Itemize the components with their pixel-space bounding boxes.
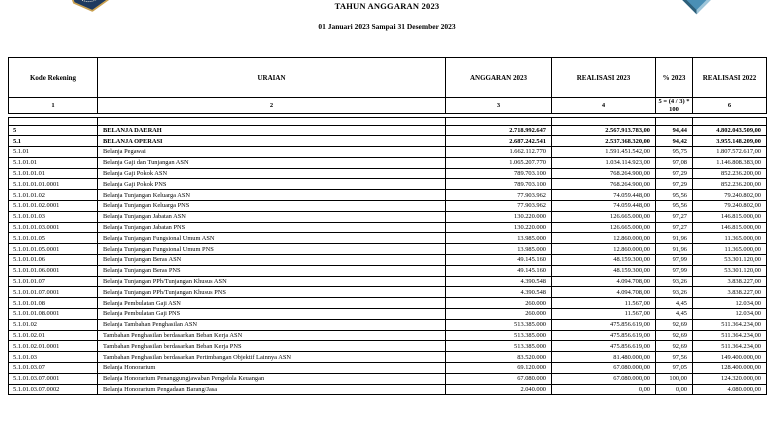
realisasi-2023-cell: 48.159.300,00 bbox=[552, 255, 656, 266]
col-header-kode: Kode Rekening bbox=[9, 58, 98, 98]
empty-cell bbox=[656, 118, 693, 126]
col-number-6: 6 bbox=[693, 98, 767, 114]
anggaran-2023-cell: 49.145.160 bbox=[446, 255, 552, 266]
uraian-cell: Belanja Pembulatan Gaji ASN bbox=[98, 298, 446, 309]
realisasi-2023-cell: 12.860.000,00 bbox=[552, 233, 656, 244]
realisasi-2022-cell: 53.301.120,00 bbox=[693, 255, 767, 266]
table-row bbox=[9, 341, 767, 352]
realisasi-2023-cell: 2.567.913.783,00 bbox=[552, 125, 656, 136]
anggaran-2023-cell: 513.385.000 bbox=[446, 319, 552, 330]
pct-2023-cell: 100,00 bbox=[656, 373, 693, 384]
kode-rekening-cell: 5.1.01.01.01 bbox=[9, 168, 98, 179]
col-number-2: 2 bbox=[98, 98, 446, 114]
table-row bbox=[9, 298, 767, 309]
kode-rekening-cell: 5.1.01.03 bbox=[9, 352, 98, 363]
realisasi-2023-cell: 475.856.619,00 bbox=[552, 341, 656, 352]
realisasi-2022-cell: 3.838.227,00 bbox=[693, 276, 767, 287]
realisasi-2022-cell: 1.807.572.617,00 bbox=[693, 147, 767, 158]
realisasi-2023-cell: 475.856.619,00 bbox=[552, 330, 656, 341]
report-title: TAHUN ANGGARAN 2023 bbox=[334, 1, 440, 11]
uraian-cell: Belanja Gaji Pokok PNS bbox=[98, 179, 446, 190]
realisasi-2023-cell: 11.567,00 bbox=[552, 298, 656, 309]
table-row bbox=[9, 287, 767, 298]
table-row bbox=[9, 179, 767, 190]
pct-2023-cell: 95,56 bbox=[656, 190, 693, 201]
realisasi-2023-cell: 1.034.114.923,00 bbox=[552, 157, 656, 168]
realisasi-2023-cell: 11.567,00 bbox=[552, 309, 656, 320]
table-row bbox=[9, 373, 767, 384]
realisasi-2023-cell: 12.860.000,00 bbox=[552, 244, 656, 255]
uraian-cell: Belanja Gaji dan Tunjangan ASN bbox=[98, 157, 446, 168]
table-row bbox=[9, 201, 767, 212]
uraian-cell: Belanja Tunjangan Beras ASN bbox=[98, 255, 446, 266]
realisasi-2022-cell: 3.955.148.209,00 bbox=[693, 136, 767, 147]
realisasi-2023-cell: 126.665.000,00 bbox=[552, 211, 656, 222]
uraian-cell: Belanja Tunjangan Fungsional Umum ASN bbox=[98, 233, 446, 244]
pct-2023-cell: 93,26 bbox=[656, 276, 693, 287]
pct-2023-cell: 92,69 bbox=[656, 341, 693, 352]
pct-2023-cell: 95,56 bbox=[656, 201, 693, 212]
empty-cell bbox=[446, 118, 552, 126]
col-header-pct: % 2023 bbox=[656, 58, 693, 98]
uraian-cell: Tambahan Penghasilan berdasarkan Beban Kerja ASN bbox=[98, 330, 446, 341]
uraian-cell: Belanja Tunjangan Jabatan PNS bbox=[98, 222, 446, 233]
anggaran-2023-cell: 2.040.000 bbox=[446, 384, 552, 395]
table-row bbox=[9, 319, 767, 330]
realisasi-2023-cell: 74.059.448,00 bbox=[552, 201, 656, 212]
table-row bbox=[9, 190, 767, 201]
pct-2023-cell: 0,00 bbox=[656, 384, 693, 395]
column-header-row bbox=[9, 58, 767, 98]
report-period: 01 Januari 2023 Sampai 31 Desember 2023 bbox=[318, 22, 456, 31]
col-number-1: 1 bbox=[9, 98, 98, 114]
kode-rekening-cell: 5.1.01.01.07.0001 bbox=[9, 287, 98, 298]
uraian-cell: Belanja Tunjangan Beras PNS bbox=[98, 265, 446, 276]
realisasi-2022-cell: 511.364.234,00 bbox=[693, 341, 767, 352]
table-row bbox=[9, 276, 767, 287]
pct-2023-cell: 97,29 bbox=[656, 179, 693, 190]
kode-rekening-cell: 5.1.01.01.02.0001 bbox=[9, 201, 98, 212]
uraian-cell: Tambahan Penghasilan berdasarkan Beban Kerja PNS bbox=[98, 341, 446, 352]
uraian-cell: Tambahan Penghasilan berdasarkan Pertimbangan Objektif Lainnya ASN bbox=[98, 352, 446, 363]
anggaran-2023-cell: 1.065.207.770 bbox=[446, 157, 552, 168]
table-row bbox=[9, 352, 767, 363]
realisasi-2023-cell: 67.080.000,00 bbox=[552, 363, 656, 374]
anggaran-2023-cell: 13.985.000 bbox=[446, 233, 552, 244]
pct-2023-cell: 94,44 bbox=[656, 125, 693, 136]
anggaran-2023-cell: 130.220.000 bbox=[446, 211, 552, 222]
col-header-anggaran: ANGGARAN 2023 bbox=[446, 58, 552, 98]
empty-spacer-row bbox=[9, 118, 767, 126]
kode-rekening-cell: 5.1.01.01 bbox=[9, 157, 98, 168]
kode-rekening-cell: 5.1.01.01.06 bbox=[9, 255, 98, 266]
anggaran-2023-cell: 260.000 bbox=[446, 309, 552, 320]
pct-2023-cell: 97,29 bbox=[656, 168, 693, 179]
realisasi-2023-cell: 1.591.451.542,00 bbox=[552, 147, 656, 158]
realisasi-2022-cell: 4.802.043.509,00 bbox=[693, 125, 767, 136]
table-row bbox=[9, 265, 767, 276]
uraian-cell: Belanja Tambahan Penghasilan ASN bbox=[98, 319, 446, 330]
realisasi-2023-cell: 0,00 bbox=[552, 384, 656, 395]
uraian-cell: Belanja Honorarium Pengadaan Barang/Jasa bbox=[98, 384, 446, 395]
pct-2023-cell: 95,75 bbox=[656, 147, 693, 158]
col-header-realisasi-2022: REALISASI 2022 bbox=[693, 58, 767, 98]
uraian-cell: Belanja Tunjangan PPh/Tunjangan Khusus PNS bbox=[98, 287, 446, 298]
realisasi-2023-cell: 768.264.900,00 bbox=[552, 168, 656, 179]
budget-table-container bbox=[8, 57, 766, 395]
realisasi-2022-cell: 1.146.808.383,00 bbox=[693, 157, 767, 168]
kode-rekening-cell: 5.1.01.02.01 bbox=[9, 330, 98, 341]
pct-2023-cell: 97,27 bbox=[656, 222, 693, 233]
empty-cell bbox=[693, 118, 767, 126]
realisasi-2022-cell: 11.365.000,00 bbox=[693, 233, 767, 244]
realisasi-2023-cell: 74.059.448,00 bbox=[552, 190, 656, 201]
col-header-uraian: URAIAN bbox=[98, 58, 446, 98]
anggaran-2023-cell: 789.703.100 bbox=[446, 179, 552, 190]
anggaran-2023-cell: 2.718.992.647 bbox=[446, 125, 552, 136]
anggaran-2023-cell: 4.390.548 bbox=[446, 276, 552, 287]
table-row bbox=[9, 363, 767, 374]
table-row bbox=[9, 211, 767, 222]
realisasi-2022-cell: 79.240.802,00 bbox=[693, 201, 767, 212]
realisasi-2022-cell: 12.034,00 bbox=[693, 298, 767, 309]
pct-2023-cell: 97,27 bbox=[656, 211, 693, 222]
realisasi-2023-cell: 2.537.368.320,00 bbox=[552, 136, 656, 147]
uraian-cell: Belanja Tunjangan Keluarga ASN bbox=[98, 190, 446, 201]
pct-2023-cell: 91,96 bbox=[656, 233, 693, 244]
anggaran-2023-cell: 77.903.962 bbox=[446, 190, 552, 201]
col-number-5: 5 = (4 / 3) * 100 bbox=[656, 98, 693, 114]
uraian-cell: Belanja Tunjangan Fungsional Umum PNS bbox=[98, 244, 446, 255]
col-header-realisasi-2023: REALISASI 2023 bbox=[552, 58, 656, 98]
pct-2023-cell: 91,96 bbox=[656, 244, 693, 255]
anggaran-2023-cell: 77.903.962 bbox=[446, 201, 552, 212]
kode-rekening-cell: 5 bbox=[9, 125, 98, 136]
kode-rekening-cell: 5.1.01.01.01.0001 bbox=[9, 179, 98, 190]
realisasi-2022-cell: 146.815.000,00 bbox=[693, 222, 767, 233]
table-row bbox=[9, 157, 767, 168]
realisasi-2022-cell: 511.364.234,00 bbox=[693, 330, 767, 341]
kode-rekening-cell: 5.1.01.01.03.0001 bbox=[9, 222, 98, 233]
empty-cell bbox=[552, 118, 656, 126]
realisasi-2023-cell: 67.080.000,00 bbox=[552, 373, 656, 384]
table-row bbox=[9, 222, 767, 233]
realisasi-2022-cell: 852.236.200,00 bbox=[693, 168, 767, 179]
kode-rekening-cell: 5.1.01.01.02 bbox=[9, 190, 98, 201]
table-row bbox=[9, 255, 767, 266]
kode-rekening-cell: 5.1.01.01.05.0001 bbox=[9, 244, 98, 255]
pct-2023-cell: 97,08 bbox=[656, 157, 693, 168]
pct-2023-cell: 97,56 bbox=[656, 352, 693, 363]
table-row bbox=[9, 309, 767, 320]
budget-table-header bbox=[8, 57, 767, 114]
realisasi-2022-cell: 128.400.000,00 bbox=[693, 363, 767, 374]
kode-rekening-cell: 5.1.01.02.01.0001 bbox=[9, 341, 98, 352]
anggaran-2023-cell: 130.220.000 bbox=[446, 222, 552, 233]
pct-2023-cell: 97,99 bbox=[656, 265, 693, 276]
pct-2023-cell: 4,45 bbox=[656, 309, 693, 320]
pct-2023-cell: 4,45 bbox=[656, 298, 693, 309]
kode-rekening-cell: 5.1.01.03.07.0001 bbox=[9, 373, 98, 384]
uraian-cell: Belanja Tunjangan PPh/Tunjangan Khusus ASN bbox=[98, 276, 446, 287]
pct-2023-cell: 97,99 bbox=[656, 255, 693, 266]
table-row bbox=[9, 136, 767, 147]
kode-rekening-cell: 5.1.01 bbox=[9, 147, 98, 158]
realisasi-2023-cell: 48.159.300,00 bbox=[552, 265, 656, 276]
realisasi-2022-cell: 12.034,00 bbox=[693, 309, 767, 320]
pct-2023-cell: 97,05 bbox=[656, 363, 693, 374]
kode-rekening-cell: 5.1.01.03.07.0002 bbox=[9, 384, 98, 395]
pct-2023-cell: 93,26 bbox=[656, 287, 693, 298]
realisasi-2023-cell: 475.856.619,00 bbox=[552, 319, 656, 330]
col-number-3: 3 bbox=[446, 98, 552, 114]
realisasi-2023-cell: 126.665.000,00 bbox=[552, 222, 656, 233]
realisasi-2022-cell: 852.236.200,00 bbox=[693, 179, 767, 190]
realisasi-2023-cell: 768.264.900,00 bbox=[552, 179, 656, 190]
anggaran-2023-cell: 513.385.000 bbox=[446, 341, 552, 352]
table-row bbox=[9, 147, 767, 158]
uraian-cell: Belanja Gaji Pokok ASN bbox=[98, 168, 446, 179]
realisasi-2022-cell: 79.240.802,00 bbox=[693, 190, 767, 201]
uraian-cell: BELANJA DAERAH bbox=[98, 125, 446, 136]
uraian-cell: Belanja Pembulatan Gaji PNS bbox=[98, 309, 446, 320]
kode-rekening-cell: 5.1.01.01.08.0001 bbox=[9, 309, 98, 320]
table-row bbox=[9, 330, 767, 341]
anggaran-2023-cell: 4.390.548 bbox=[446, 287, 552, 298]
kode-rekening-cell: 5.1.01.01.03 bbox=[9, 211, 98, 222]
report-header bbox=[0, 0, 774, 31]
uraian-cell: BELANJA OPERASI bbox=[98, 136, 446, 147]
col-number-4: 4 bbox=[552, 98, 656, 114]
pct-2023-cell: 92,69 bbox=[656, 330, 693, 341]
pct-2023-cell: 92,69 bbox=[656, 319, 693, 330]
uraian-cell: Belanja Tunjangan Keluarga PNS bbox=[98, 201, 446, 212]
realisasi-2022-cell: 11.365.000,00 bbox=[693, 244, 767, 255]
anggaran-2023-cell: 789.703.100 bbox=[446, 168, 552, 179]
table-row bbox=[9, 125, 767, 136]
kode-rekening-cell: 5.1.01.01.05 bbox=[9, 233, 98, 244]
table-row bbox=[9, 168, 767, 179]
budget-table-body bbox=[9, 118, 767, 395]
budget-table bbox=[8, 117, 767, 395]
kode-rekening-cell: 5.1.01.03.07 bbox=[9, 363, 98, 374]
realisasi-2023-cell: 4.094.708,00 bbox=[552, 276, 656, 287]
table-row bbox=[9, 384, 767, 395]
anggaran-2023-cell: 83.520.000 bbox=[446, 352, 552, 363]
anggaran-2023-cell: 13.985.000 bbox=[446, 244, 552, 255]
anggaran-2023-cell: 69.120.000 bbox=[446, 363, 552, 374]
kode-rekening-cell: 5.1.01.01.08 bbox=[9, 298, 98, 309]
realisasi-2022-cell: 53.301.120,00 bbox=[693, 265, 767, 276]
empty-cell bbox=[98, 118, 446, 126]
realisasi-2022-cell: 4.080.000,00 bbox=[693, 384, 767, 395]
kode-rekening-cell: 5.1.01.01.06.0001 bbox=[9, 265, 98, 276]
anggaran-2023-cell: 2.687.242.541 bbox=[446, 136, 552, 147]
anggaran-2023-cell: 1.662.112.770 bbox=[446, 147, 552, 158]
kode-rekening-cell: 5.1.01.01.07 bbox=[9, 276, 98, 287]
realisasi-2022-cell: 124.320.000,00 bbox=[693, 373, 767, 384]
anggaran-2023-cell: 513.385.000 bbox=[446, 330, 552, 341]
uraian-cell: Belanja Pegawai bbox=[98, 147, 446, 158]
anggaran-2023-cell: 67.080.000 bbox=[446, 373, 552, 384]
kode-rekening-cell: 5.1.01.02 bbox=[9, 319, 98, 330]
uraian-cell: Belanja Honorarium Penanggungjawaban Pengelola Keuangan bbox=[98, 373, 446, 384]
table-row bbox=[9, 244, 767, 255]
anggaran-2023-cell: 260.000 bbox=[446, 298, 552, 309]
table-row bbox=[9, 233, 767, 244]
anggaran-2023-cell: 49.145.160 bbox=[446, 265, 552, 276]
realisasi-2022-cell: 146.815.000,00 bbox=[693, 211, 767, 222]
realisasi-2022-cell: 149.400.000,00 bbox=[693, 352, 767, 363]
empty-cell bbox=[9, 118, 98, 126]
realisasi-2023-cell: 4.094.708,00 bbox=[552, 287, 656, 298]
uraian-cell: Belanja Honorarium bbox=[98, 363, 446, 374]
uraian-cell: Belanja Tunjangan Jabatan ASN bbox=[98, 211, 446, 222]
column-number-row bbox=[9, 98, 767, 114]
realisasi-2022-cell: 511.364.234,00 bbox=[693, 319, 767, 330]
realisasi-2022-cell: 3.838.227,00 bbox=[693, 287, 767, 298]
realisasi-2023-cell: 81.480.000,00 bbox=[552, 352, 656, 363]
pct-2023-cell: 94,42 bbox=[656, 136, 693, 147]
kode-rekening-cell: 5.1 bbox=[9, 136, 98, 147]
